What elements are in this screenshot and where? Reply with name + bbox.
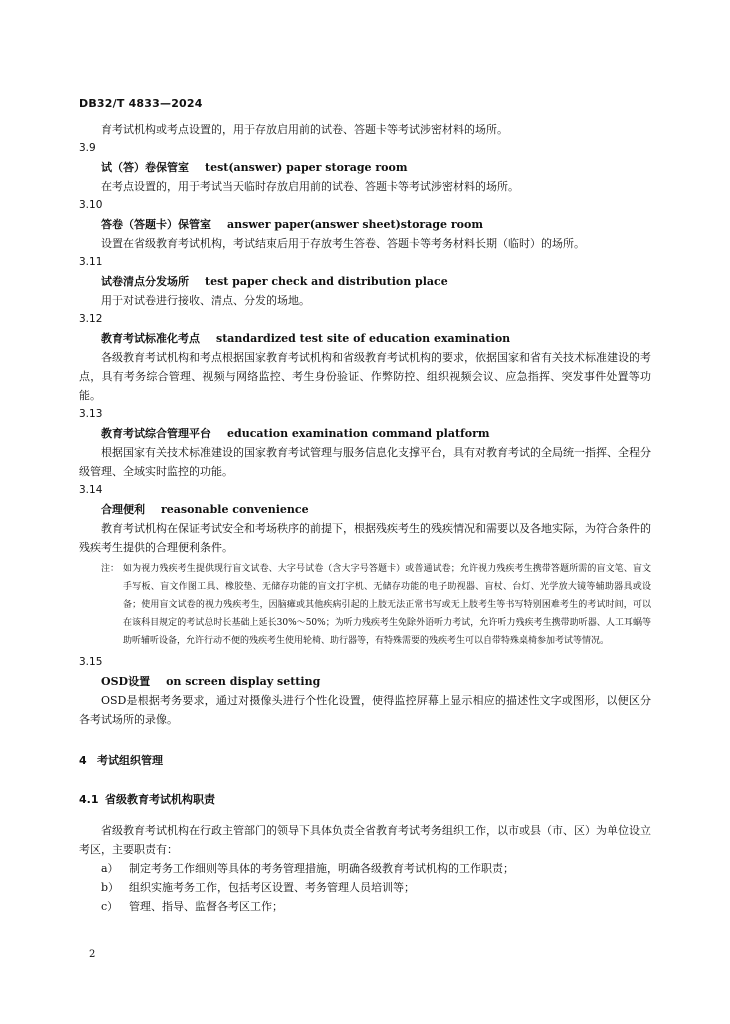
term-definition: 在考点设置的，用于考试当天临时存放启用前的试卷、答题卡等考试涉密材料的场所。 [101,180,519,193]
term-definition: 用于对试卷进行接收、清点、分发的场地。 [101,294,310,307]
section-heading [79,790,651,809]
clause-number: 3.9 [79,142,96,154]
clause-number: 3.14 [79,484,103,496]
section-number: 4.1 [79,793,99,806]
term-heading [79,329,651,348]
chapter-heading [79,751,651,770]
term-list [79,139,651,729]
clause-number: 3.15 [79,656,103,668]
duty-list [79,859,651,916]
term-en: reasonable convenience [161,503,309,516]
list-marker: b） [101,881,120,894]
term-heading [79,215,651,234]
term-heading [79,158,651,177]
term-en: education examination command platform [227,427,490,440]
term-definition: 根据国家有关技术标准建设的国家教育考试管理与服务信息化支撑平台，具有对教育考试的全局统一指挥、全程分级管理、全域实时监控的功能。 [79,446,651,478]
list-text: 制定考务工作细则等具体的考务管理措施，明确各级教育考试机构的工作职责； [129,862,514,875]
clause-number: 3.12 [79,313,103,325]
term-definition: 教育考试机构在保证考试安全和考场秩序的前提下，根据残疾考生的残疾情况和需要以及各地实际，为符合条件的残疾考生提供的合理便利条件。 [79,522,651,554]
term-definition: 各级教育考试机构和考点根据国家教育考试机构和省级教育考试机构的要求，依据国家和省有关技术标准建设的考点，具有考务综合管理、视频与网络监控、考生身份验证、作弊防控、组织视频会议、应急指挥、突发事件处置等功能。 [79,351,651,402]
list-marker: a） [101,862,119,875]
note-text: 如为视力残疾考生提供现行盲文试卷、大字号试卷（含大字号答题卡）或普通试卷；允许视力残疾考生携带答题所需的盲文笔、盲文手写板、盲文作图工具、橡胶垫、无储存功能的盲文打字机、无储存功能的电子助视器、盲杖、台灯、光学放大镜等辅助器具或设备；使用盲文试卷的视力残疾考生，因脑瘫或其他疾病引起的上肢无法正常书写或无上肢考生等书写特别困难考生的考试时间，可以在该科目规定的考试总时长基础上延长30%～50%；为听力残疾考生免除外语听力考试，允许听力残疾考生携带助听器、人工耳蜗等助听辅听设备，允许行动不便的残疾考生使用轮椅、助行器等，有特殊需要的残疾考生可以自带特殊桌椅参加考试等情况。 [123,564,651,646]
term-heading [79,672,651,691]
term-en: on screen display setting [166,675,321,688]
continued-paragraph: 育考试机构或考点设置的，用于存放启用前的试卷、答题卡等考试涉密材料的场所。 [101,123,508,136]
list-item [79,878,651,897]
clause-number: 3.11 [79,256,103,268]
list-marker: c） [101,900,119,913]
term-zh: 试卷清点分发场所 [101,275,189,288]
term-en: standardized test site of education examination [216,332,511,345]
clause-number: 3.13 [79,408,103,420]
term-en: test paper check and distribution place [205,275,448,288]
section-title: 省级教育考试机构职责 [105,793,215,806]
term-zh: 教育考试综合管理平台 [101,427,211,440]
term-zh: 合理便利 [101,503,145,516]
term-heading [79,424,651,443]
document-body [79,120,651,916]
chapter-number: 4 [79,754,87,767]
list-text: 管理、指导、监督各考区工作； [129,900,283,913]
term-zh: OSD设置 [101,675,151,688]
list-item [79,897,651,916]
term-zh: 试（答）卷保管室 [101,161,189,174]
list-text: 组织实施考务工作，包括考区设置、考务管理人员培训等； [129,881,415,894]
term-heading [79,272,651,291]
term-note [79,560,651,650]
page-number: 2 [89,949,96,960]
term-definition: OSD是根据考务要求，通过对摄像头进行个性化设置，使得监控屏幕上显示相应的描述性文字或图形，以便区分各考试场所的录像。 [79,694,651,726]
document-id: DB32/T 4833—2024 [79,97,203,110]
term-en: test(answer) paper storage room [205,161,408,174]
note-label: 注： [101,564,120,574]
term-zh: 答卷（答题卡）保管室 [101,218,211,231]
term-en: answer paper(answer sheet)storage room [227,218,483,231]
chapter-title: 考试组织管理 [97,754,163,767]
term-definition: 设置在省级教育考试机构，考试结束后用于存放考生答卷、答题卡等考务材料长期（临时）的场所。 [101,237,585,250]
term-zh: 教育考试标准化考点 [101,332,200,345]
section-intro: 省级教育考试机构在行政主管部门的领导下具体负责全省教育考试考务组织工作，以市或县（市、区）为单位设立考区，主要职责有： [79,824,651,856]
list-item [79,859,651,878]
term-heading [79,500,651,519]
clause-number: 3.10 [79,199,103,211]
